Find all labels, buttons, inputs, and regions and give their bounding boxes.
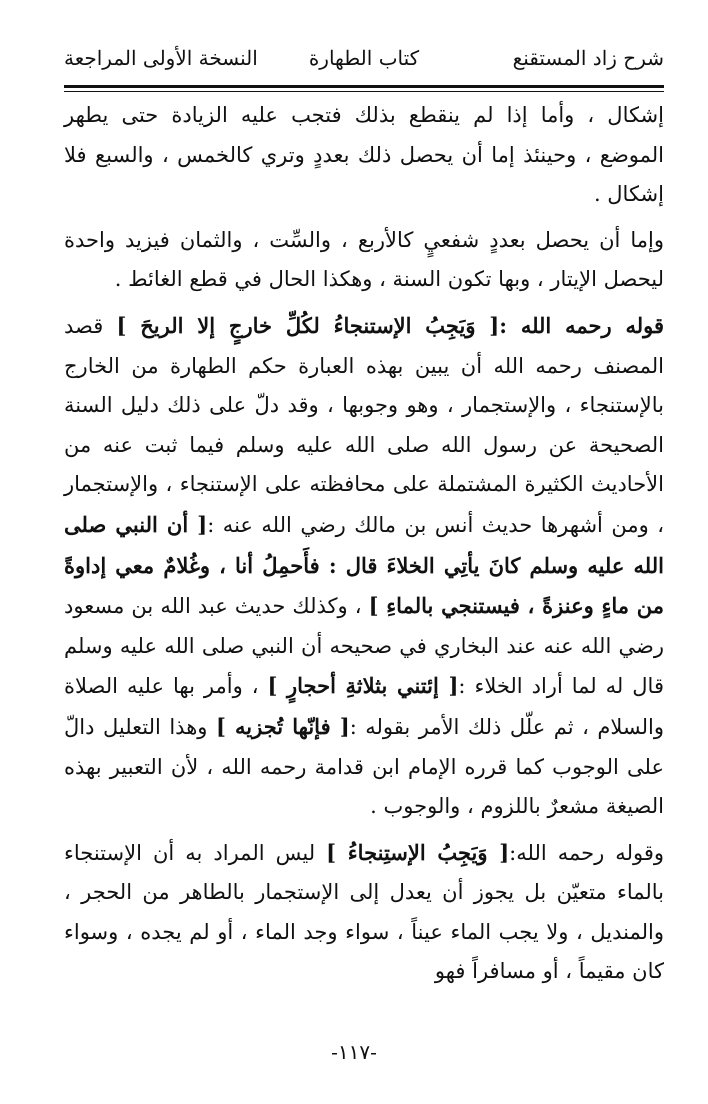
bold-quote: [ أن النبي صلى الله عليه وسلم كانَ يأتِي الخلاءَ قال : فأَحمِلُ أنا ، وغُلامٌ معي إداوةً من ماءٍ وعنزةً ، فيستنجي بالماءِ ] <box>64 511 664 619</box>
page-header <box>64 40 664 84</box>
text-run: ، وأمر بها عليه الصلاة والسلام ، ثم علّل ذلك الأمر بقوله : <box>64 674 664 739</box>
bold-quote: [ إئتني بثلاثةِ أحجارٍ ] <box>267 673 459 699</box>
bold-quote: [ فإنّها تُجزيه ] <box>215 713 350 739</box>
bold-quote: [ وَيَجِبُ الإستِنجاءُ ] <box>326 839 510 865</box>
header-rule-thin <box>64 91 664 92</box>
paragraph <box>64 833 664 992</box>
text-run: وإما أن يحصل بعددٍ شفعيٍ كالأربع ، والسِّت ، والثمان فيزيد واحدة ليحصل الإيتار ، وبها تكون السنة ، وهكذا الحال في قطع الغائط . <box>64 227 664 292</box>
paragraph <box>64 306 664 827</box>
body-text <box>64 96 664 992</box>
book-title: شرح زاد المستقنع <box>512 46 664 70</box>
edition-label: النسخة الأولى المراجعة <box>64 46 258 70</box>
header-rule-thick <box>64 85 664 88</box>
text-run: إشكال ، وأما إذا لم ينقطع بذلك فتجب عليه الزيادة حتى يطهر الموضع ، وحينئذ إما أن يحصل ذلك بعددٍ وتري كالخمس ، والسبع فلا إشكال . <box>64 103 664 207</box>
text-run: ، وكذلك حديث عبد الله بن مسعود رضي الله عنه عند البخاري في صحيحه أن النبي صلى الله عليه وسلم قال له لما أراد الخلاء : <box>64 594 664 699</box>
chapter-title: كتاب الطهارة <box>308 46 420 70</box>
text-run: قصد المصنف رحمه الله أن يبين بهذه العبارة حكم الطهارة من الخارج بالإستنجاء ، والإستجمار ، وهو وجوبها ، وقد دلّ على ذلك دليل السنة الصحيحة عن رسول الله صلى الله عليه وسلم فيما ثبت عنه من الأحاديث الكثيرة المشتملة على محافظته على الإستنجاء ، والإستجمار ، ومن أشهرها حديث أنس بن مالك رضي الله عنه : <box>64 313 664 537</box>
page-number: -١١٧- <box>331 1040 377 1064</box>
paragraph <box>64 221 664 300</box>
text-run: وهذا التعليل دالّ على الوجوب كما قرره الإمام ابن قدامة رحمه الله ، لأن التعبير بهذه الصيغة مشعرٌ باللزوم ، والوجوب . <box>64 714 664 819</box>
bold-quote: قوله رحمه الله :[ وَيَجِبُ الإستنجاءُ لكُلِّ خارجٍ إلا الريحَ ] <box>116 312 664 338</box>
text-run: ليس المراد به أن الإستنجاء بالماء متعيّن بل يجوز أن يعدل إلى الإستجمار بالطاهر من الحجر ، والمنديل ، ولا يجب الماء عيناً ، سواء وجد الماء ، أو لم يجده ، وسواء كان مقيماً ، أو مسافراً فهو <box>64 840 664 984</box>
text-run: وقوله رحمه الله: <box>509 840 664 865</box>
paragraph <box>64 96 664 215</box>
